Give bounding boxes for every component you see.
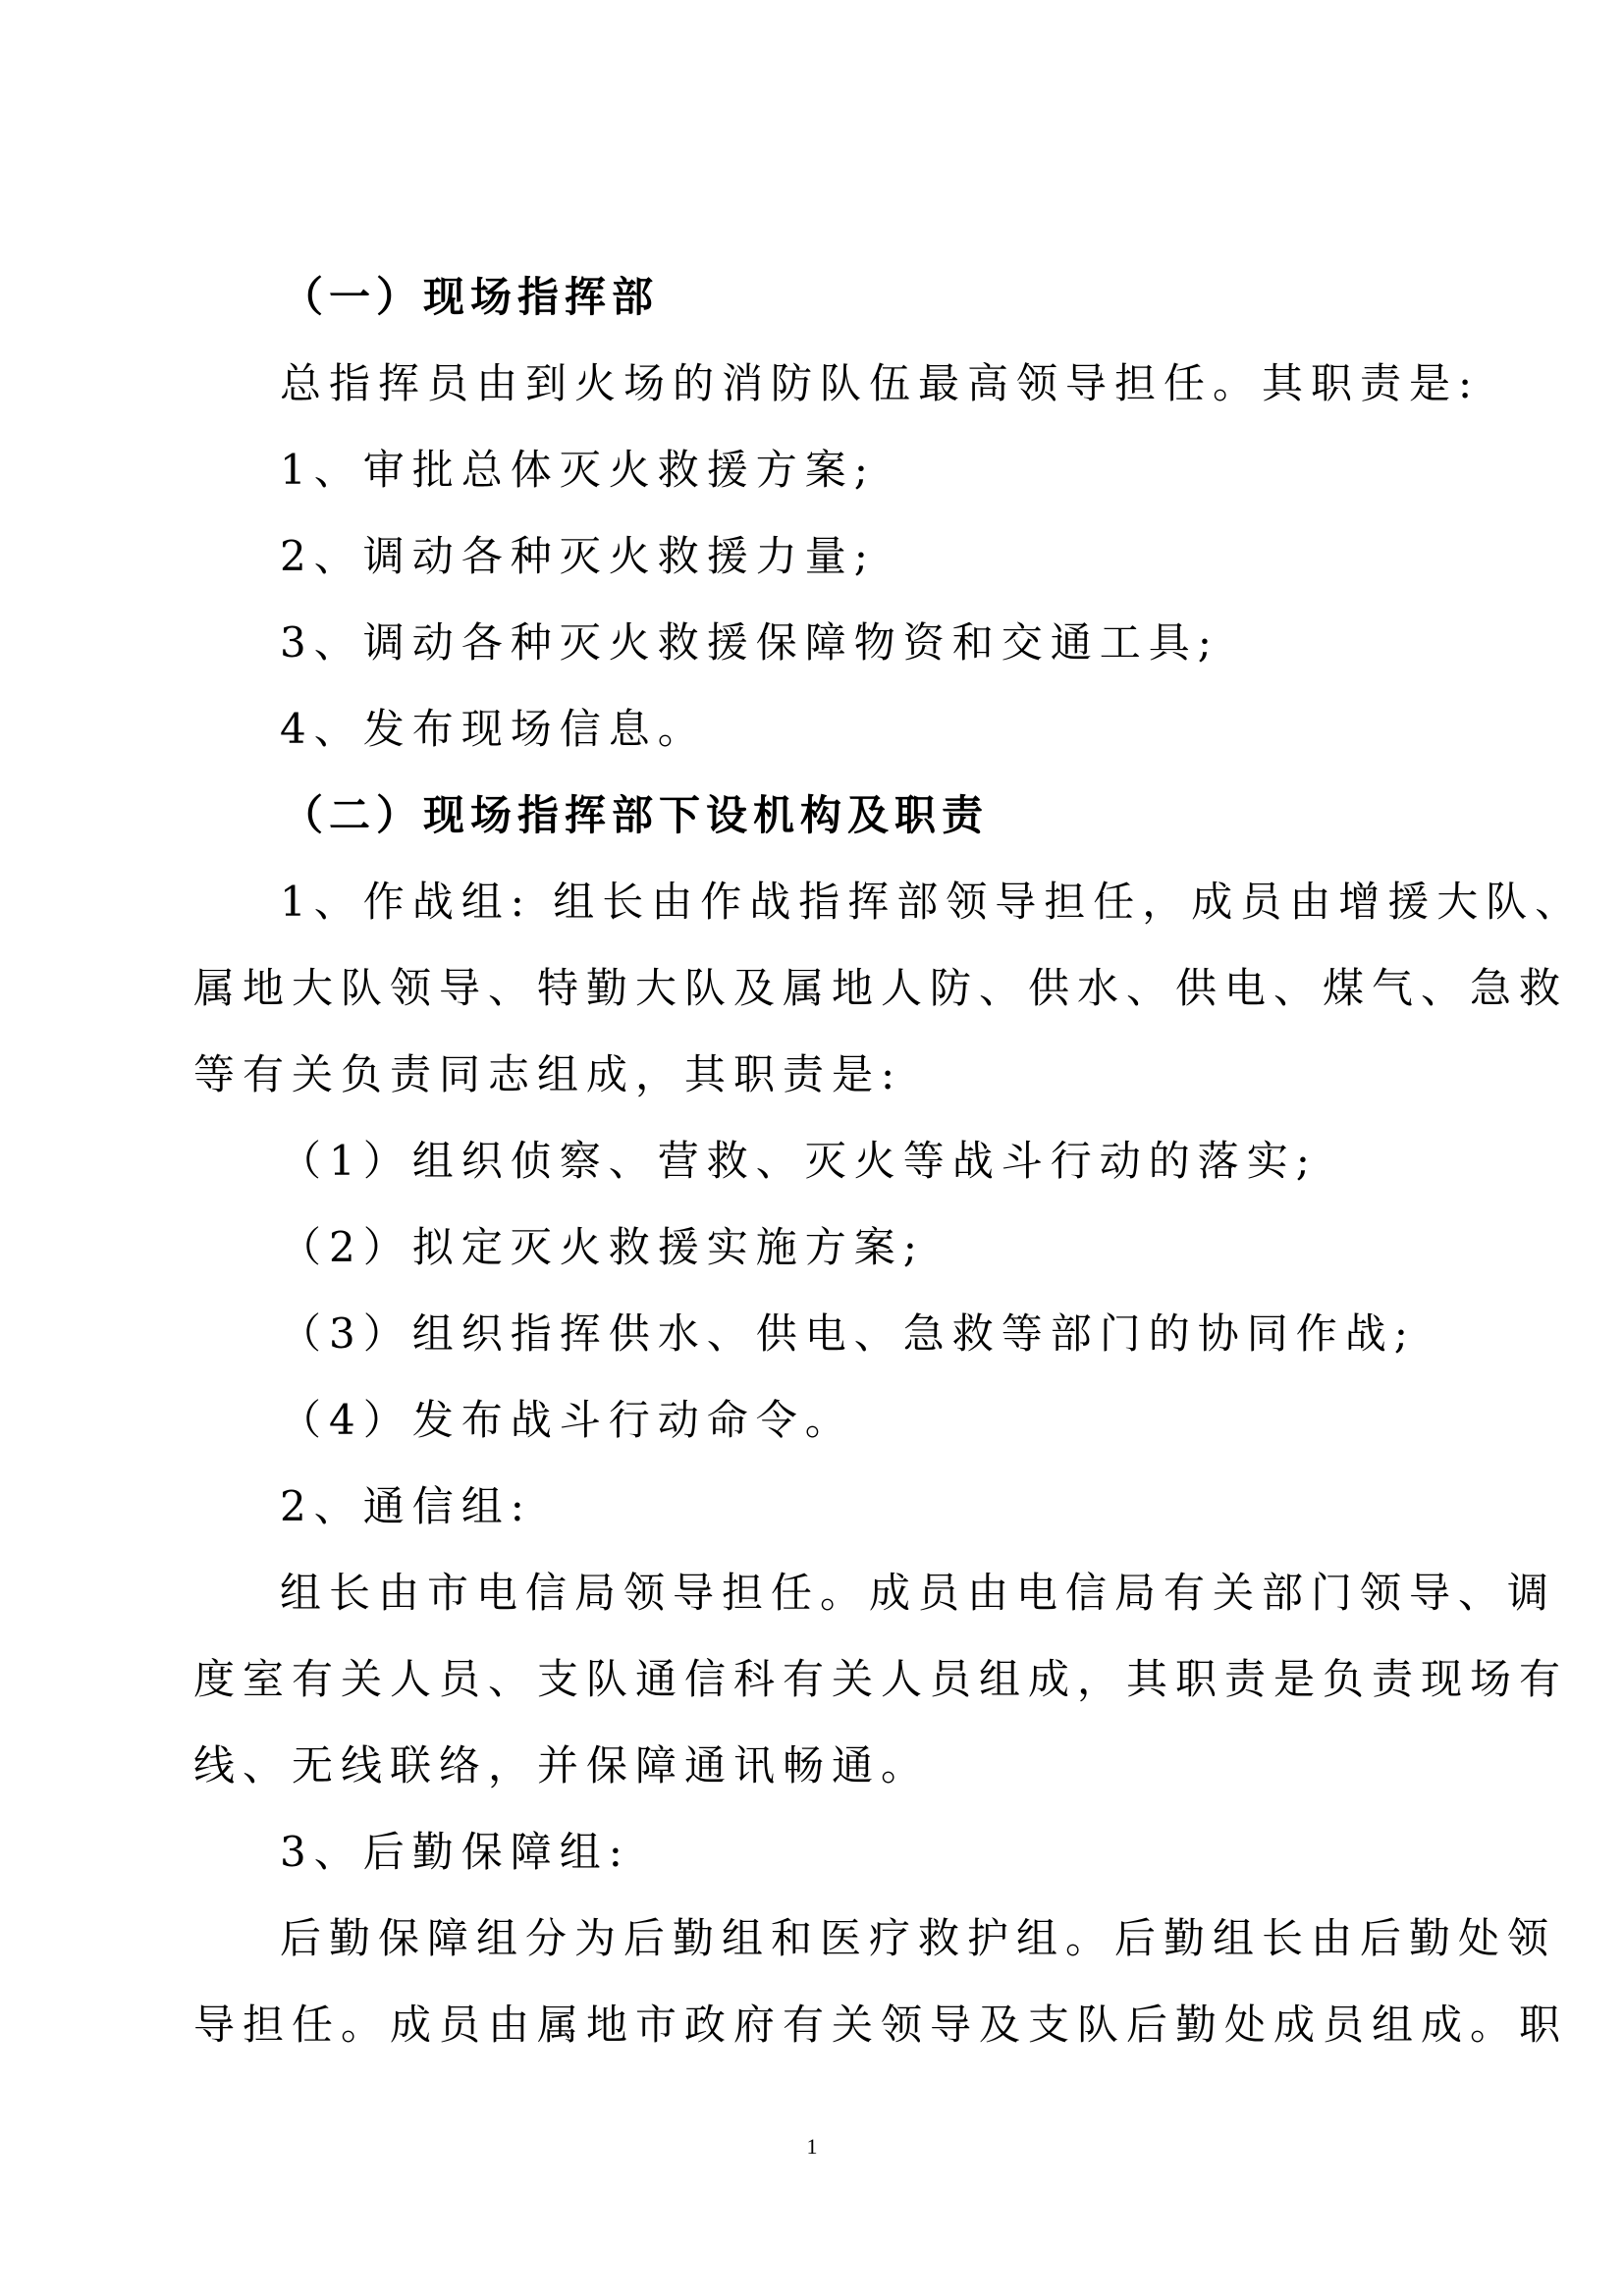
section1-item: 2、调动各种灭火救援力量; xyxy=(280,532,876,580)
comms-group-title: 2、通信组: xyxy=(280,1482,532,1530)
section1-item: 4、发布现场信息。 xyxy=(280,705,707,753)
combat-group-line: 1、作战组: 组长由作战指挥部领导担任，成员由增援大队、 xyxy=(280,878,1585,926)
section-heading-1: （一）现场指挥部 xyxy=(282,273,660,321)
section1-intro: 总指挥员由到火场的消防队伍最高领导担任。其职责是: xyxy=(280,359,1481,407)
logistics-group-line: 导担任。成员由属地市政府有关领导及支队后勤处成员组成。职 xyxy=(193,2001,1569,2049)
section1-item: 1、审批总体灭火救援方案; xyxy=(280,446,876,494)
combat-duty-item: （4）发布战斗行动命令。 xyxy=(280,1396,854,1444)
section-heading-2: （二）现场指挥部下设机构及职责 xyxy=(282,791,990,839)
logistics-group-line: 后勤保障组分为后勤组和医疗救护组。后勤组长由后勤处领 xyxy=(280,1914,1557,1962)
comms-group-line: 度室有关人员、支队通信科有关人员组成，其职责是负责现场有 xyxy=(193,1655,1569,1703)
comms-group-line: 线、无线联络，并保障通讯畅通。 xyxy=(193,1741,931,1789)
combat-duty-item: （1）组织侦察、营救、灭火等战斗行动的落实; xyxy=(280,1137,1318,1185)
page-number: 1 xyxy=(806,2134,818,2159)
section1-item: 3、调动各种灭火救援保障物资和交通工具; xyxy=(280,618,1219,667)
combat-duty-item: （2）拟定灭火救援实施方案; xyxy=(280,1223,925,1271)
combat-duty-item: （3）组织指挥供水、供电、急救等部门的协同作战; xyxy=(280,1309,1416,1358)
combat-group-line: 属地大队领导、特勤大队及属地人防、供水、供电、煤气、急救 xyxy=(193,964,1569,1012)
logistics-group-title: 3、后勤保障组: xyxy=(280,1828,630,1876)
combat-group-line: 等有关负责同志组成，其职责是: xyxy=(193,1050,903,1098)
comms-group-line: 组长由市电信局领导担任。成员由电信局有关部门领导、调 xyxy=(280,1569,1557,1617)
